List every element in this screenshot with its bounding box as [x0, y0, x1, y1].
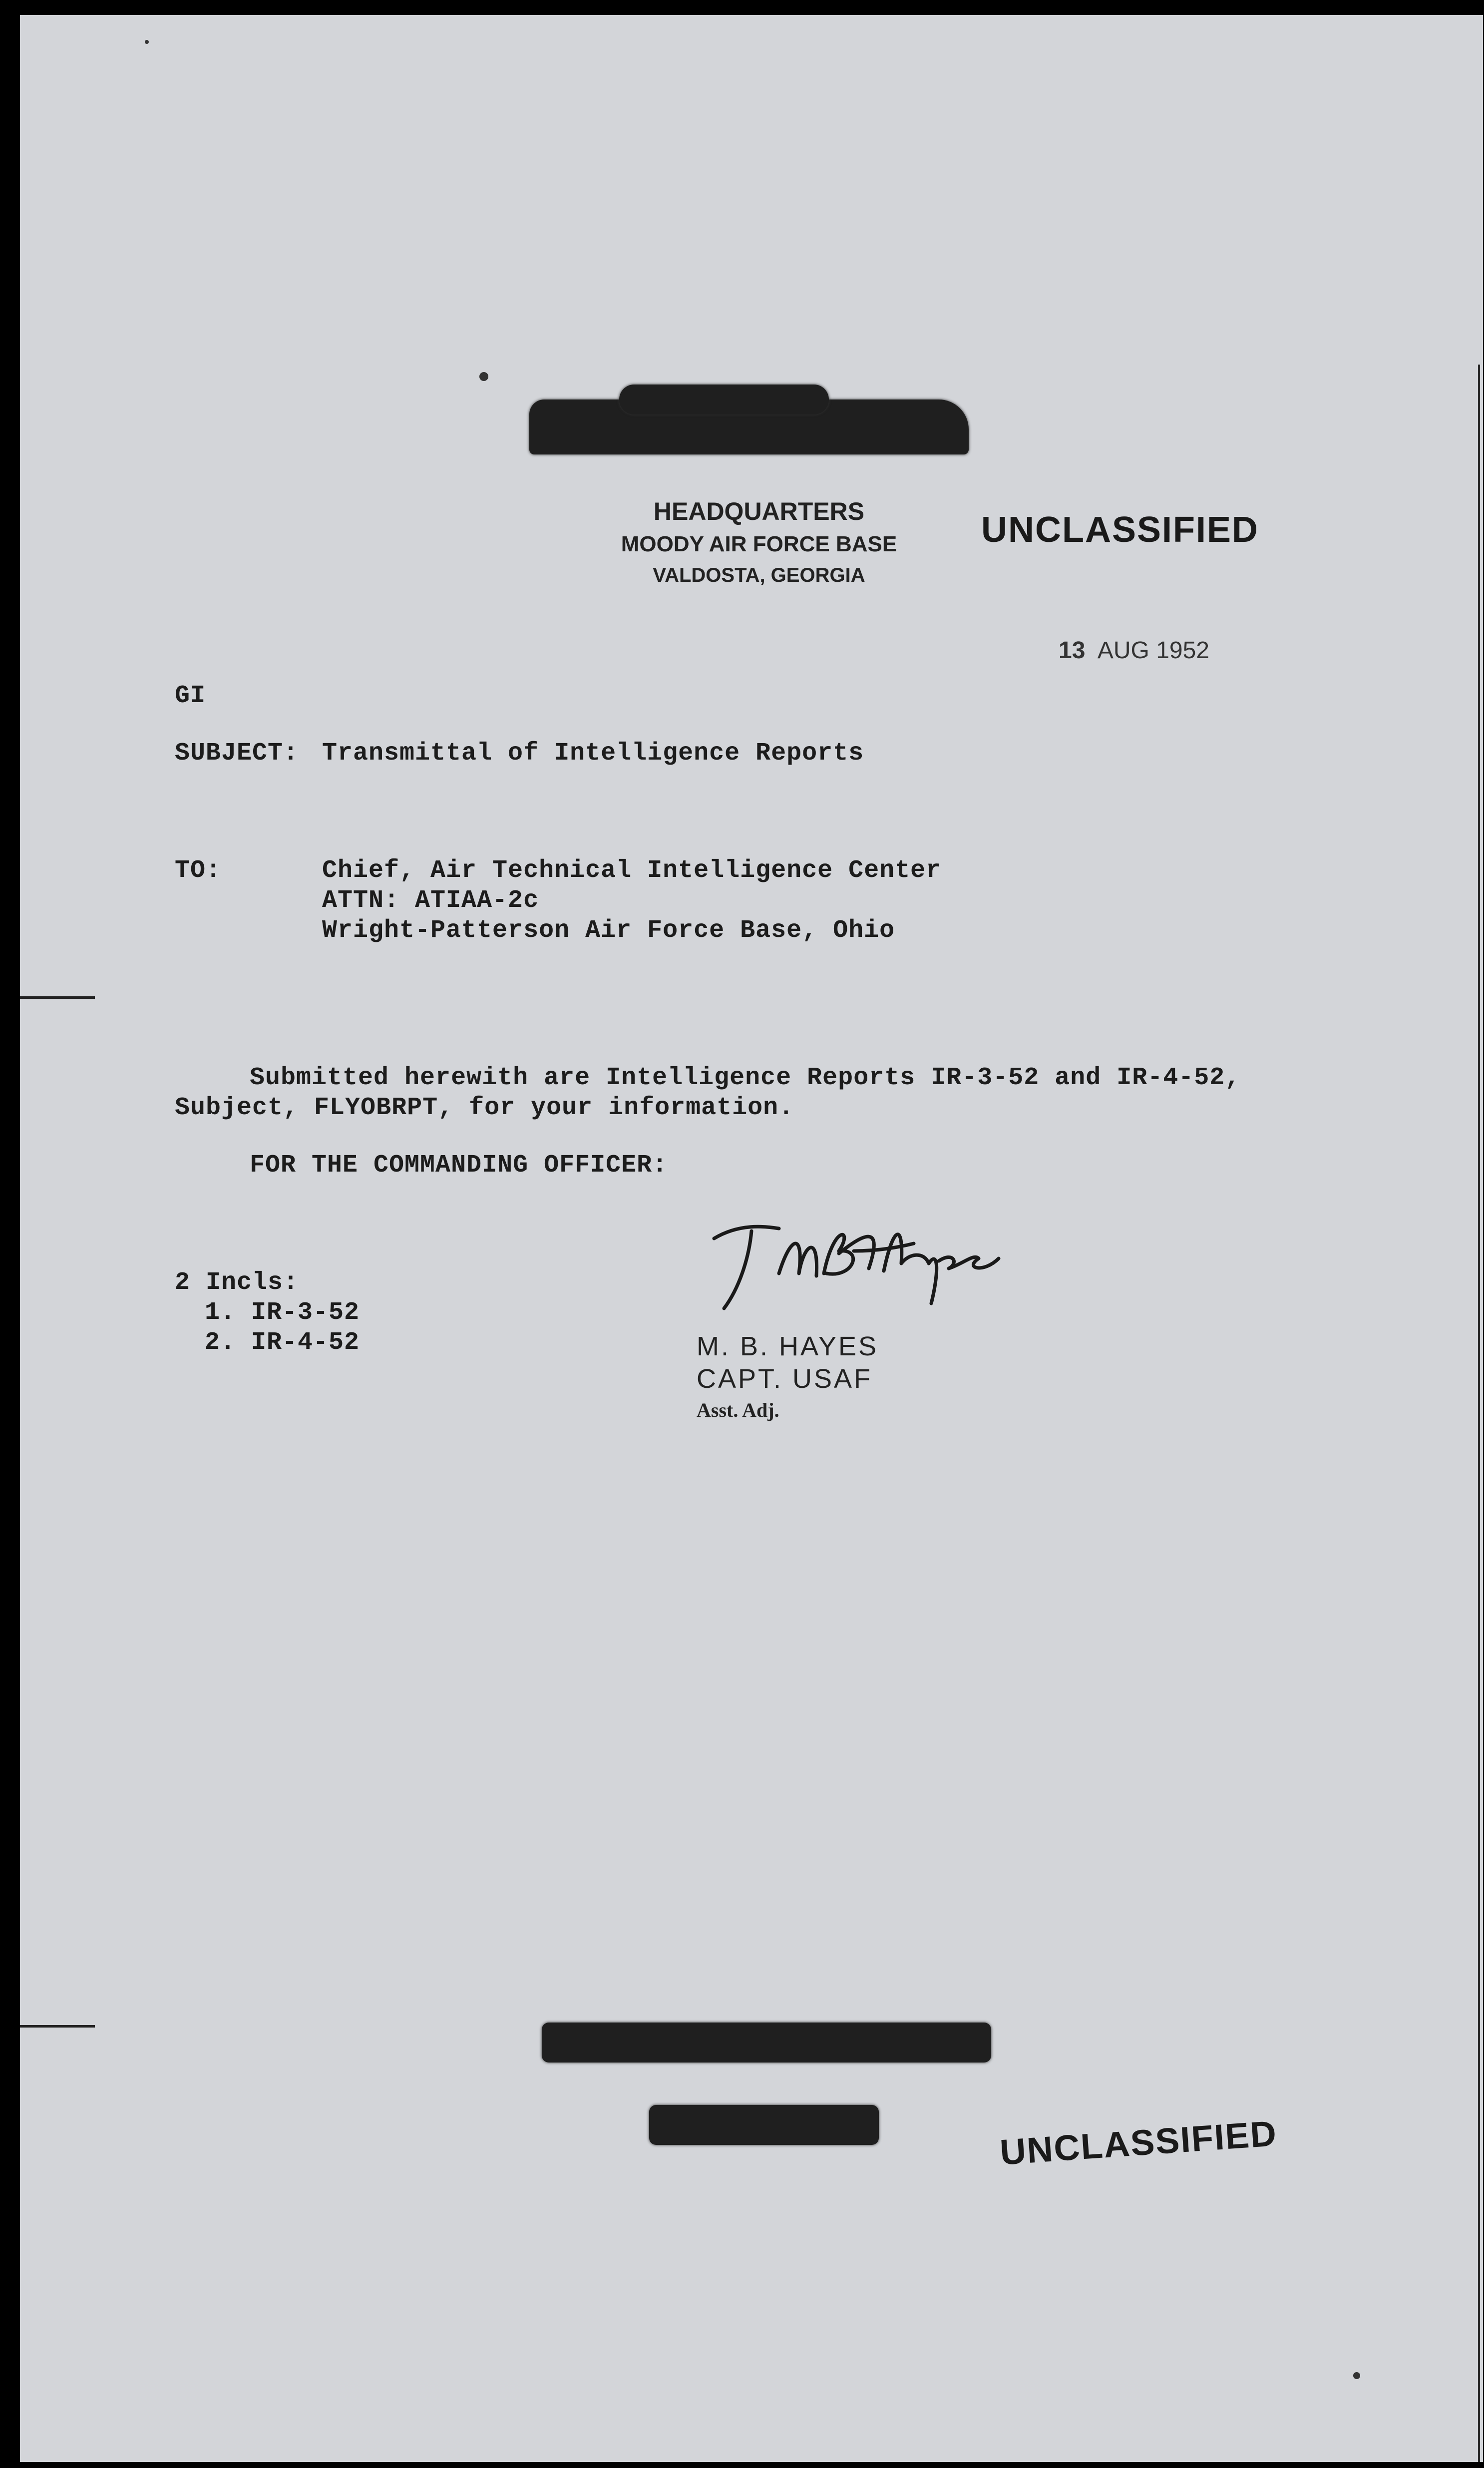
letterhead-line-3: VALDOSTA, GEORGIA — [653, 564, 865, 586]
classification-stamp-bottom: UNCLASSIFIED — [999, 2113, 1279, 2173]
body-line-1: Submitted herewith are Intelligence Reports IR-3-52 and IR-4-52, — [250, 1064, 1241, 1092]
dust-speck — [1353, 2372, 1360, 2379]
date-month-year: AUG 1952 — [1097, 637, 1209, 664]
dust-speck — [145, 40, 149, 44]
to-address-line-3: Wright-Patterson Air Force Base, Ohio — [322, 916, 895, 945]
enclosures-header: 2 Incls: — [175, 1268, 299, 1297]
fold-mark — [20, 2025, 95, 2028]
classification-stamp-top: UNCLASSIFIED — [981, 510, 1259, 550]
dust-speck — [479, 372, 488, 381]
to-address-line-2: ATTN: ATIAA-2c — [322, 886, 539, 915]
fold-mark — [20, 996, 95, 999]
letterhead-line-1: HEADQUARTERS — [653, 497, 865, 525]
to-address-line-1: Chief, Air Technical Intelligence Center — [322, 856, 942, 885]
signer-name: M. B. HAYES — [697, 1331, 879, 1361]
enclosure-item-1: 1. IR-3-52 — [205, 1298, 360, 1327]
redacted-block-2 — [649, 2105, 879, 2145]
body-line-2: Subject, FLYOBRPT, for your information. — [175, 1094, 794, 1122]
letterhead-line-2: MOODY AIR FORCE BASE — [621, 532, 897, 556]
subject-text: Transmittal of Intelligence Reports — [322, 739, 864, 768]
date-day: 13 — [1059, 637, 1086, 664]
to-label: TO: — [175, 856, 222, 885]
redacted-block-1 — [542, 2023, 991, 2062]
office-symbol: GI — [175, 682, 206, 710]
handwritten-signature — [704, 1204, 1044, 1333]
enclosure-item-2: 2. IR-4-52 — [205, 1328, 360, 1357]
subject-label: SUBJECT: — [175, 739, 299, 768]
document-page — [20, 15, 1483, 2462]
date-stamp — [1059, 637, 1209, 664]
signer-rank: CAPT. USAF — [697, 1364, 873, 1394]
redacted-insignia-top — [619, 385, 829, 414]
signer-title: Asst. Adj. — [697, 1399, 779, 1421]
closing-line: FOR THE COMMANDING OFFICER: — [250, 1151, 668, 1180]
scan-edge-line — [1478, 365, 1480, 2462]
